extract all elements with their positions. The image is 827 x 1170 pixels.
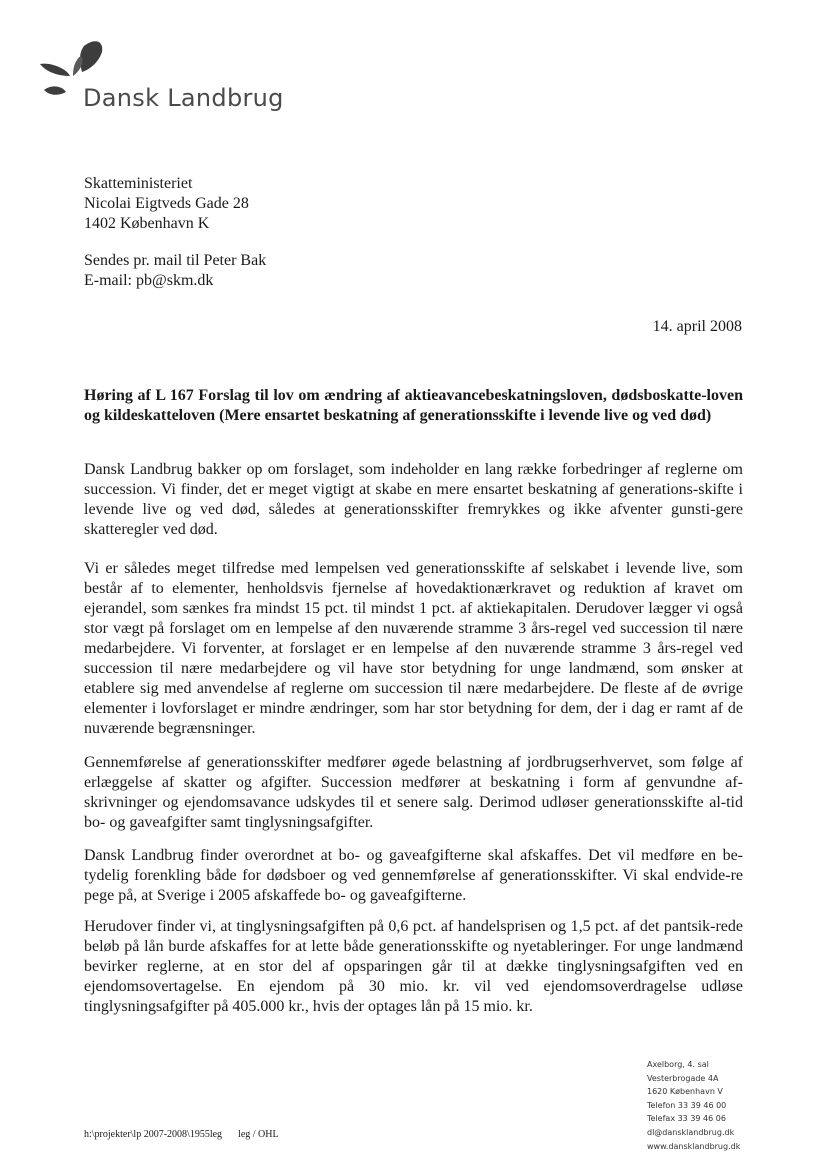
contact-phone: Telefon 33 39 46 00 <box>647 1100 727 1110</box>
sender-note <box>84 251 266 291</box>
author-initials: leg / OHL <box>238 1129 279 1140</box>
logo-text: Dansk Landbrug <box>83 84 284 112</box>
sender-email-line: E-mail: pb@skm.dk <box>84 272 214 289</box>
contact-address-line: Vesterbrogade 4A <box>647 1073 719 1083</box>
contact-block <box>647 1058 740 1153</box>
contact-address-line: Axelborg, 4. sal <box>647 1060 709 1069</box>
dansk-landbrug-logo <box>36 38 284 118</box>
recipient-line: Nicolai Eigtveds Gade 28 <box>84 195 249 212</box>
body-paragraph: Dansk Landbrug finder overordnet at bo- og gaveafgifterne skal afskaffes. Det vil medføre en be-tydelig forenkling både for dødsboer og ved gennemførelse af generationsskifter. Vi skal endvide-re pege på, at Sverige i 2005 afskaffede bo- og gaveafgifterne. <box>84 847 743 904</box>
contact-website: www.dansklandbrug.dk <box>647 1141 741 1151</box>
letter-date: 14. april 2008 <box>652 318 742 335</box>
body-paragraph: Herudover finder vi, at tinglysningsafgiften på 0,6 pct. af handelsprisen og 1,5 pct. af det pantsik-rede beløb på lån burde afskaffes for at lette både generationsskifte og nyetableringer. For unge landmænd bevirker reglerne, at en stor del af opsparingen går til at dække tinglysningsafgiften ved en ejendomsovertagelse. En ejendom på 30 mio. kr. vil ved ejendomsoverdragelse udløse tinglysningsafgifter på 405.000 kr., hvis der optages lån på 15 mio. kr. <box>84 918 743 1015</box>
sender-line: Sendes pr. mail til Peter Bak <box>84 252 267 269</box>
file-path: h:\projekter\lp 2007-2008\1955leg <box>84 1129 223 1140</box>
recipient-address <box>84 174 249 234</box>
contact-address-line: 1620 København V <box>647 1087 723 1097</box>
recipient-line: 1402 København K <box>84 215 210 232</box>
subject-heading: Høring af L 167 Forslag til lov om ændring af aktieavancebeskatningsloven, dødsboskatte-loven og kildeskatteloven (Mere ensartet beskatning af generationsskifte i levende live og ved død) <box>84 387 743 424</box>
body-paragraph: Vi er således meget tilfredse med lempelsen ved generationsskifte af selskabet i levende live, som består af to elementer, henholdsvis fjernelse af hovedaktionærkravet og reduktion af kravet om ejerandel, som sænkes fra mindst 15 pct. til mindst 1 pct. af aktiekapitalen. Derudover lægger vi også stor vægt på forslaget om en lempelse af den nuværende stramme 3 års-regel ved succession til nære medarbejdere. Vi forventer, at forslaget er en lempelse af den nuværende stramme 3 års-regel ved succession til nære medarbejdere og vil have stor betydning for unge landmænd, som ønsker at etablere sig med anvendelse af reglerne om succession til nære medarbejdere. De fleste af de øvrige elementer i lovforslaget er mindre ændringer, som har stor betydning for dem, der i dag er ramt af de nuværende begrænsninger. <box>84 560 743 737</box>
file-reference <box>84 1129 295 1140</box>
contact-fax: Telefax 33 39 46 06 <box>647 1114 726 1124</box>
body-paragraph: Gennemførelse af generationsskifter medfører øgede belastning af jordbrugserhvervet, som følge af erlæggelse af skatter og afgifter. Succession medfører at beskatning i form af genvundne af-skrivninger og ejendomsavance udskydes til et senere salg. Derimod udløser generationsskifte al-tid bo- og gaveafgifter samt tinglysningsafgifter. <box>84 754 743 831</box>
contact-email: dl@dansklandbrug.dk <box>647 1127 735 1137</box>
body-paragraph: Dansk Landbrug bakker op om forslaget, som indeholder en lang række forbedringer af reglerne om succession. Vi finder, det er meget vigtigt at skabe en mere ensartet beskatning af generations-skifte i levende live og ved død, således at generationsskifter fremrykkes og ikke afventer gunsti-gere skatteregler ved død. <box>84 461 743 538</box>
recipient-line: Skatteministeriet <box>84 175 193 192</box>
